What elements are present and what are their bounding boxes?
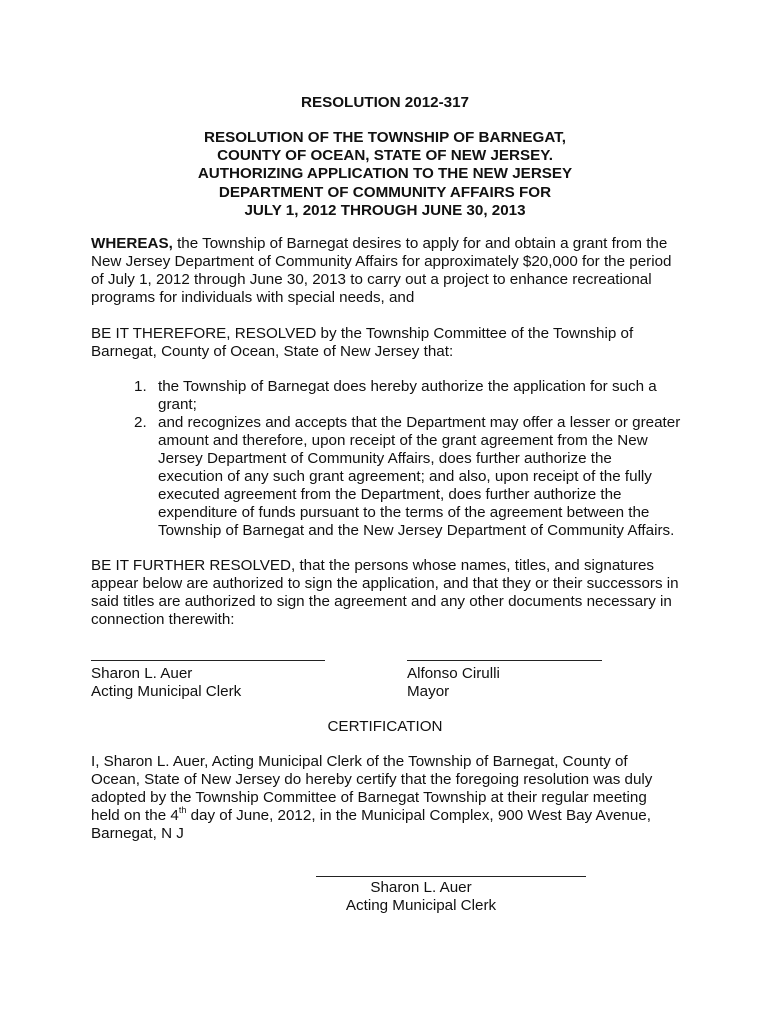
list-line: the Township of Barnegat does hereby authorize the application for such a bbox=[158, 378, 657, 395]
clerk-signature-block bbox=[91, 665, 241, 701]
signer-name: Alfonso Cirulli bbox=[407, 665, 500, 682]
list-number: 2. bbox=[134, 414, 147, 431]
heading-line: DEPARTMENT OF COMMUNITY AFFAIRS FOR bbox=[218, 183, 552, 201]
whereas-line: New Jersey Department of Community Affairs for approximately $20,000 for the period bbox=[91, 253, 672, 270]
whereas-line: programs for individuals with special needs, and bbox=[91, 289, 415, 306]
whereas-line bbox=[91, 235, 691, 253]
mayor-signature-block bbox=[407, 665, 500, 701]
signature-line-certification bbox=[316, 876, 586, 877]
heading-line: JULY 1, 2012 THROUGH JUNE 30, 2013 bbox=[244, 201, 526, 219]
certification-line: Ocean, State of New Jersey do hereby certify that the foregoing resolution was duly bbox=[91, 771, 653, 788]
certification-line: I, Sharon L. Auer, Acting Municipal Clerk of the Township of Barnegat, County of bbox=[91, 753, 628, 770]
resolution-heading bbox=[0, 129, 770, 220]
signature-line-mayor bbox=[407, 660, 602, 661]
signature-line-clerk bbox=[91, 660, 325, 661]
heading-line: RESOLUTION OF THE TOWNSHIP OF BARNEGAT, bbox=[204, 129, 566, 146]
list-number: 1. bbox=[134, 378, 147, 395]
cert-date-post: day of June, 2012, in the Municipal Complex, 900 West Bay Avenue, bbox=[186, 807, 651, 824]
whereas-paragraph bbox=[91, 235, 691, 307]
cert-date-pre: held on the 4 bbox=[91, 807, 179, 824]
list-line: and recognizes and accepts that the Department may offer a lesser or greater bbox=[158, 414, 681, 431]
resolved-line: BE IT THEREFORE, RESOLVED by the Township Committee of the Township of bbox=[91, 325, 634, 342]
signer-title: Acting Municipal Clerk bbox=[91, 683, 242, 700]
resolved-line: Barnegat, County of Ocean, State of New Jersey that: bbox=[91, 343, 454, 360]
list-line: grant; bbox=[158, 396, 197, 413]
certification-title: CERTIFICATION bbox=[327, 718, 443, 735]
signer-name: Sharon L. Auer bbox=[370, 879, 472, 896]
certification-line bbox=[91, 804, 691, 825]
resolved-paragraph bbox=[91, 325, 691, 361]
further-line: connection therewith: bbox=[91, 611, 235, 628]
whereas-text: the Township of Barnegat desires to apply for and obtain a grant from the bbox=[172, 235, 668, 252]
cert-date-suffix: th bbox=[178, 804, 187, 815]
list-line: expenditure of funds pursuant to the terms of the agreement between the bbox=[158, 504, 650, 521]
list-line: execution of any such grant agreement; and also, upon receipt of the fully bbox=[158, 468, 652, 485]
list-line: amount and therefore, upon receipt of the grant agreement from the New bbox=[158, 432, 648, 449]
further-resolved-paragraph bbox=[91, 557, 691, 629]
certification-signature-block bbox=[316, 879, 526, 915]
heading-line: COUNTY OF OCEAN, STATE OF NEW JERSEY. bbox=[217, 147, 553, 165]
certification-paragraph bbox=[91, 753, 691, 843]
certification-line: adopted by the Township Committee of Barnegat Township at their regular meeting bbox=[91, 789, 647, 806]
signer-title: Mayor bbox=[407, 683, 450, 700]
resolution-number: RESOLUTION 2012-317 bbox=[301, 94, 469, 111]
list-line: Township of Barnegat and the New Jersey Department of Community Affairs. bbox=[158, 522, 675, 539]
whereas-lead: WHEREAS, bbox=[91, 235, 173, 252]
list-line: executed agreement from the Department, does further authorize the bbox=[158, 486, 622, 503]
signer-name: Sharon L. Auer bbox=[91, 665, 193, 682]
further-line: BE IT FURTHER RESOLVED, that the persons whose names, titles, and signatures bbox=[91, 557, 655, 574]
further-line: said titles are authorized to sign the agreement and any other documents necessary in bbox=[91, 593, 672, 610]
resolution-list bbox=[134, 378, 694, 540]
list-item bbox=[134, 414, 694, 540]
signer-title: Acting Municipal Clerk bbox=[345, 897, 497, 914]
further-line: appear below are authorized to sign the application, and that they or their successors in bbox=[91, 575, 679, 592]
list-item bbox=[134, 378, 694, 414]
heading-line: AUTHORIZING APPLICATION TO THE NEW JERSEY bbox=[197, 165, 573, 183]
list-line: Jersey Department of Community Affairs, does further authorize the bbox=[158, 450, 612, 467]
certification-line: Barnegat, N J bbox=[91, 825, 184, 842]
whereas-line: of July 1, 2012 through June 30, 2013 to carry out a project to enhance recreational bbox=[91, 271, 652, 288]
